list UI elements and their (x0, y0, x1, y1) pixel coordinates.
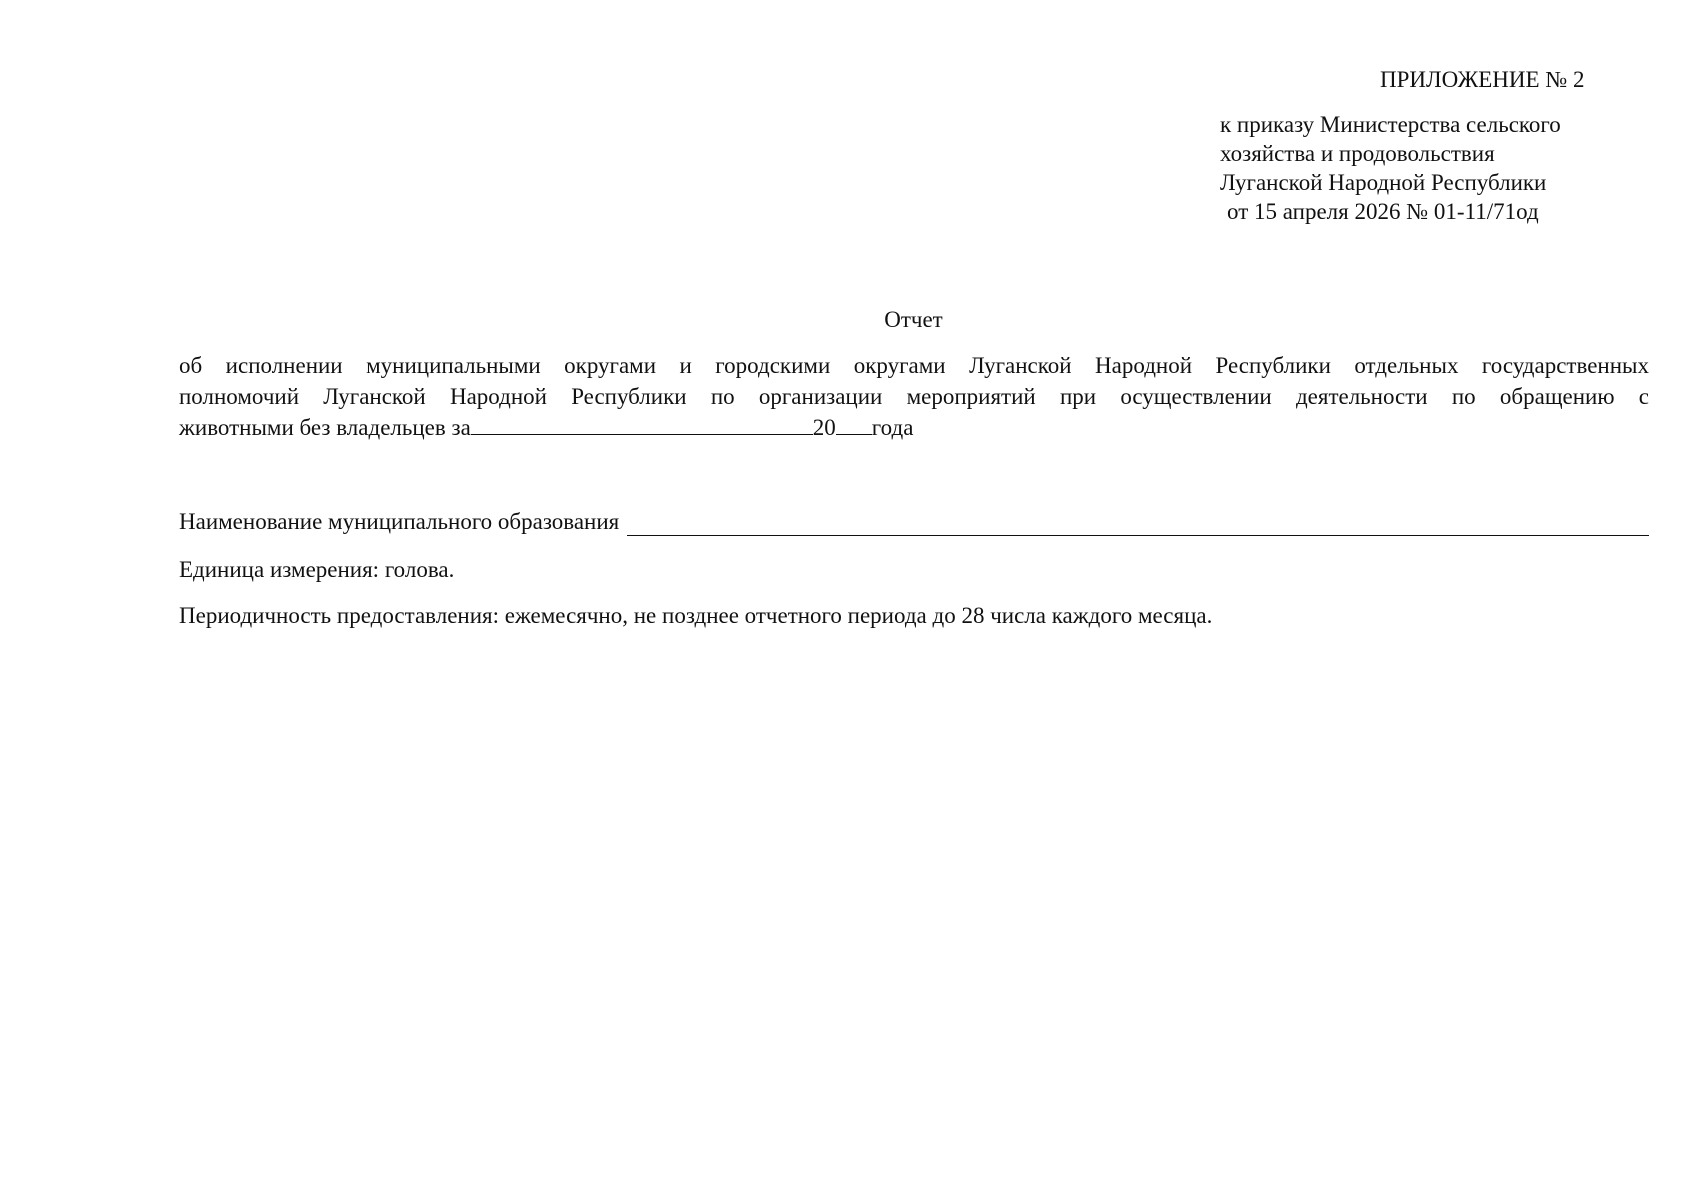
municipality-field (179, 508, 1649, 536)
report-subject (179, 350, 1649, 443)
unit-of-measure: Единица измерения: голова. (179, 557, 455, 582)
period-blank[interactable] (471, 414, 813, 435)
appendix-order-date: от 15 апреля 2026 № 01-11/71од (1227, 199, 1539, 224)
appendix-order-line: Луганской Народной Республики (1220, 170, 1547, 195)
report-subject-line: полномочий Луганской Народной Республики по организации мероприятий при осуществлении деятельности по обращению с (179, 384, 1649, 409)
appendix-order-line: к приказу Министерства сельского (1220, 112, 1561, 137)
submission-periodicity: Периодичность предоставления: ежемесячно, не позднее отчетного периода до 28 числа каждого месяца. (179, 603, 1213, 628)
appendix-title: ПРИЛОЖЕНИЕ № 2 (1380, 67, 1585, 92)
report-title: Отчет (884, 307, 943, 332)
appendix-order-line: хозяйства и продовольствия (1220, 141, 1495, 166)
municipality-blank[interactable] (627, 513, 1649, 536)
year-blank[interactable] (836, 414, 872, 435)
report-subject-prefix: животными без владельцев за (179, 415, 471, 440)
municipality-label: Наименование муниципального образования (179, 509, 620, 534)
report-subject-suffix: года (871, 415, 914, 440)
appendix-order-block (1220, 110, 1620, 226)
year-prefix: 20 (812, 415, 836, 440)
report-subject-line (179, 412, 1649, 443)
report-subject-line: об исполнении муниципальными округами и городскими округами Луганской Народной Республики отдельных государственных (179, 353, 1649, 378)
